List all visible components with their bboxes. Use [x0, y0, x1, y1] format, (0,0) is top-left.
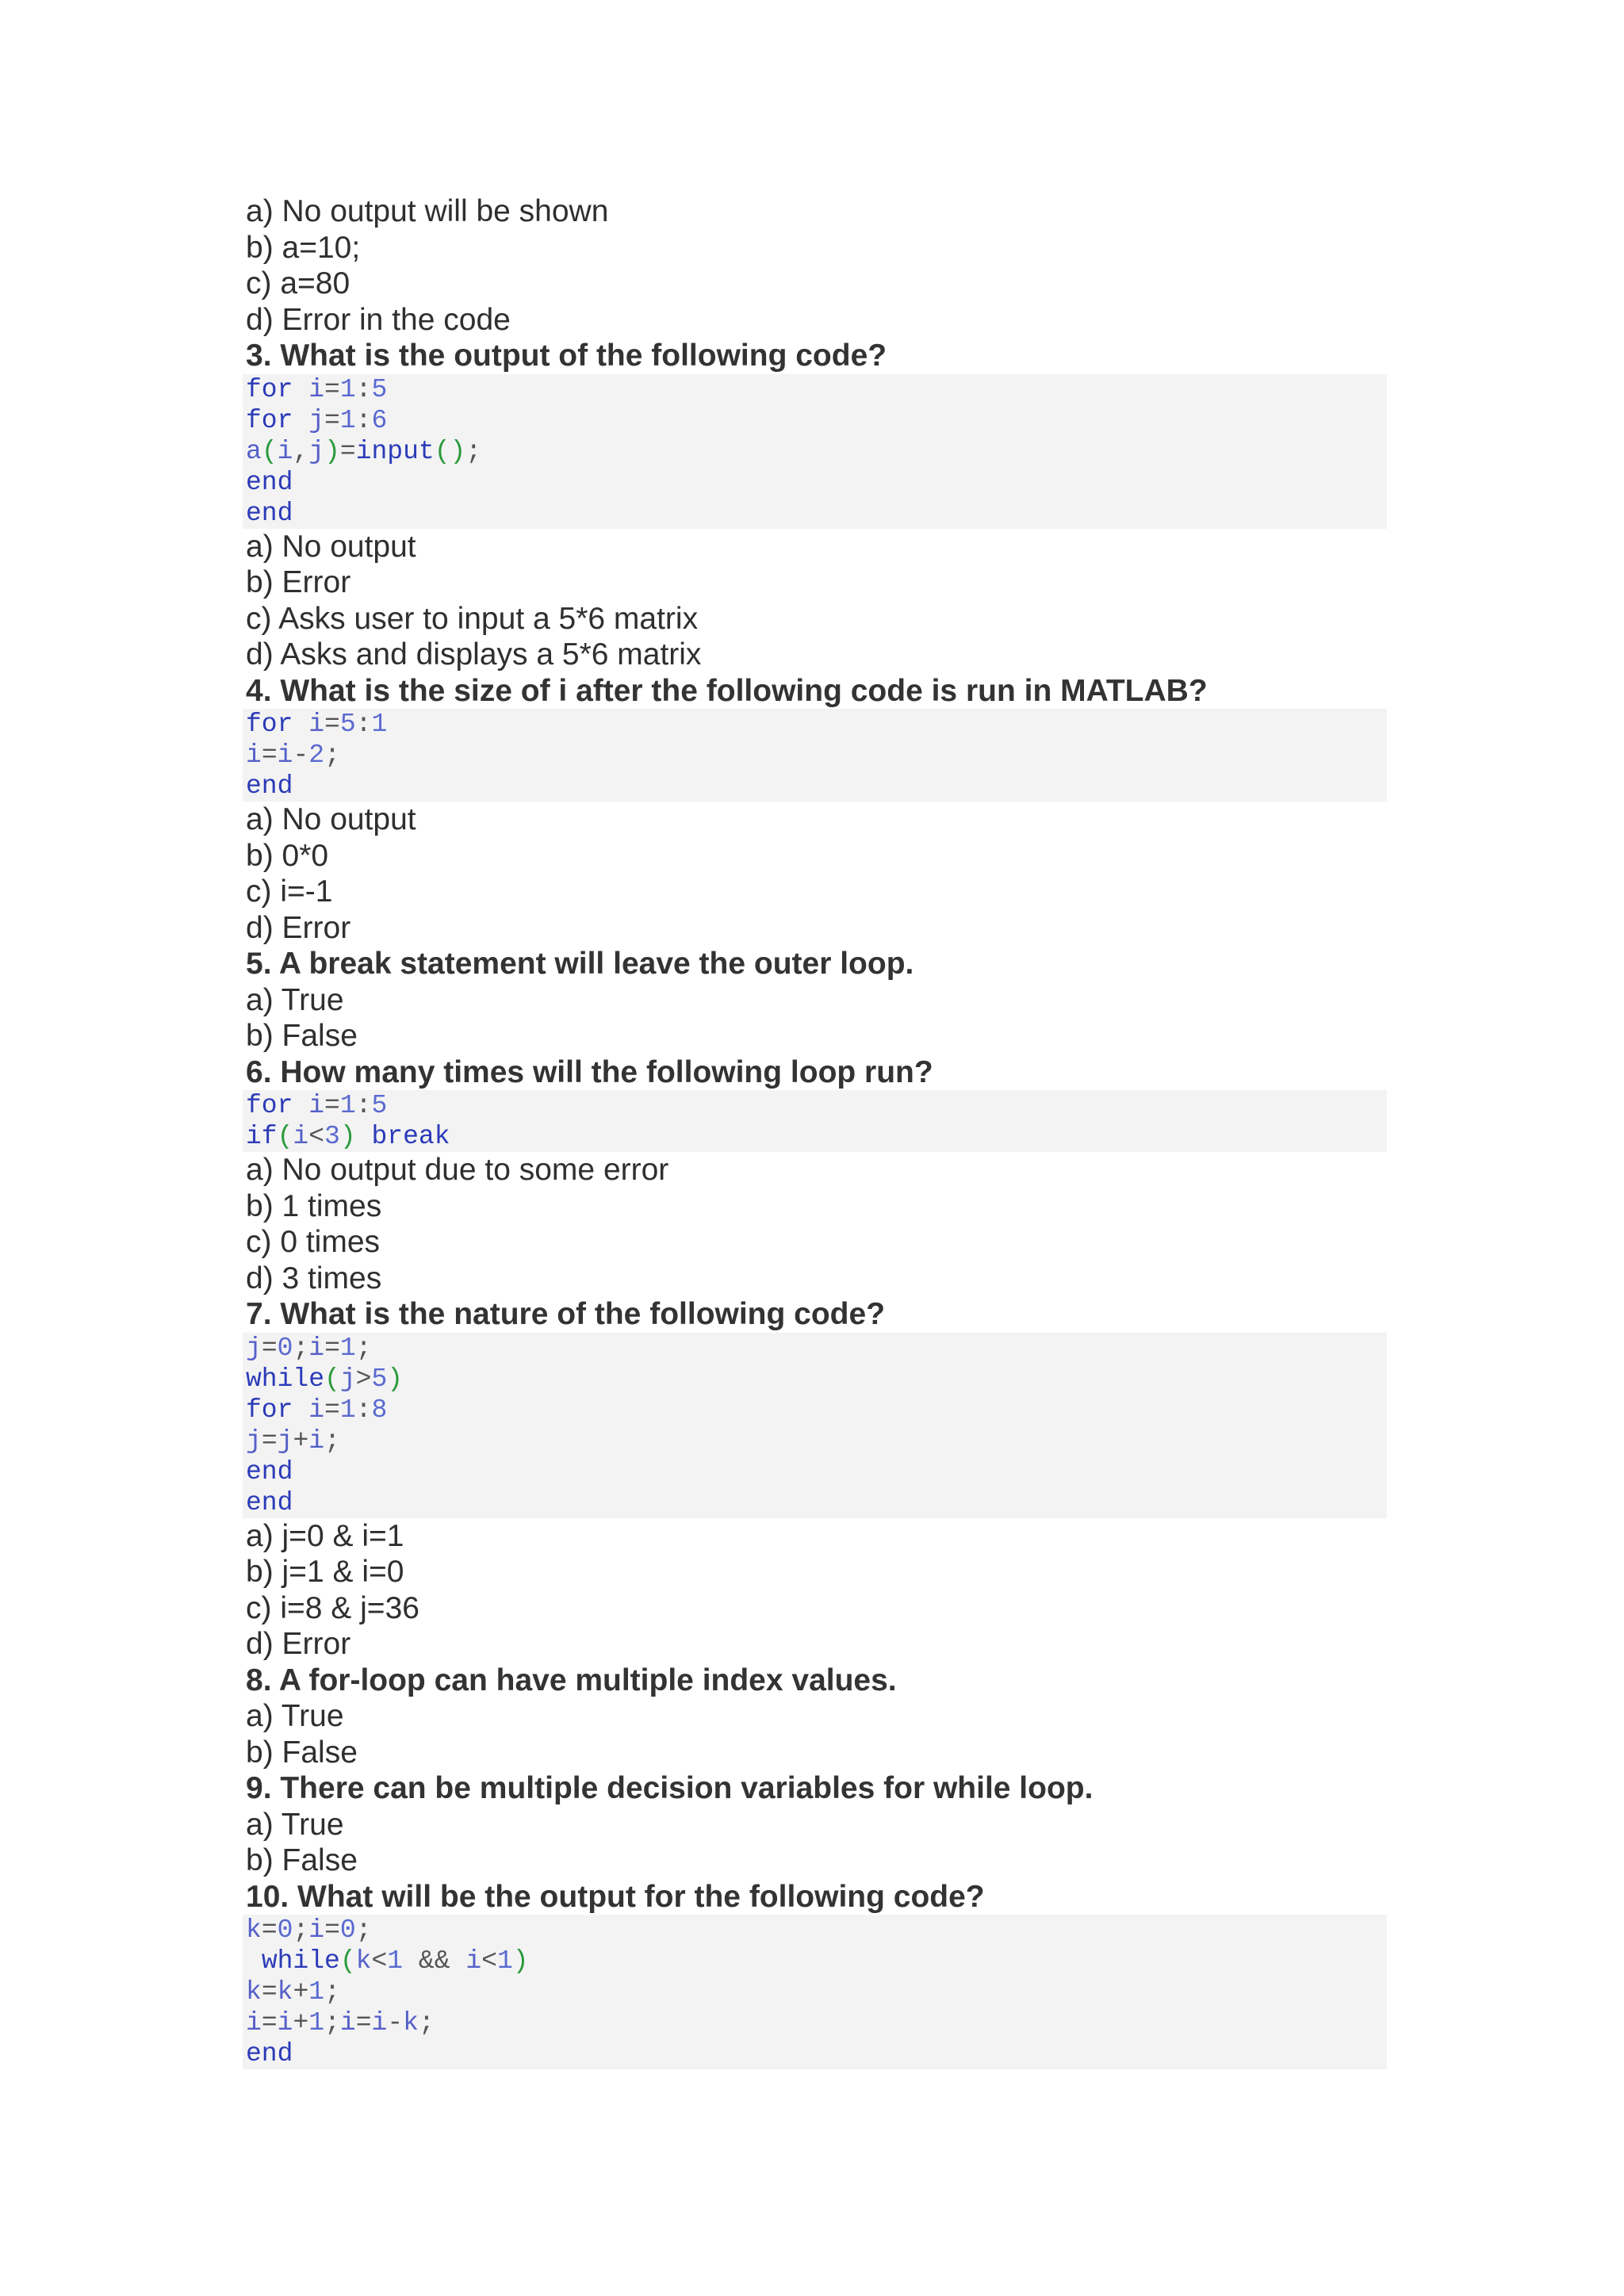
question-text: 6. How many times will the following loop run? — [246, 1054, 933, 1089]
code-block — [243, 1333, 1387, 1518]
answer-option: c) a=80 — [246, 266, 350, 300]
answer-option: c) Asks user to input a 5*6 matrix — [246, 601, 699, 636]
answer-option: d) Error in the code — [246, 302, 511, 337]
answer-option: a) True — [246, 982, 344, 1017]
code-line: for i=5:1 — [246, 710, 388, 739]
answer-option: b) False — [246, 1843, 358, 1877]
code-line: k=0;i=0; — [246, 1915, 372, 1945]
answer-option: b) Error — [246, 565, 351, 599]
answer-option: a) No output — [246, 529, 416, 564]
answer-option: a) True — [246, 1807, 344, 1842]
code-line: end — [246, 2039, 293, 2068]
question-text: 8. A for-loop can have multiple index values. — [246, 1663, 897, 1697]
answer-option: a) True — [246, 1699, 344, 1733]
question-text: 9. There can be multiple decision variables for while loop. — [246, 1771, 1094, 1805]
code-line: while(j>5) — [246, 1364, 404, 1394]
code-block — [243, 1090, 1387, 1152]
answer-option: d) Asks and displays a 5*6 matrix — [246, 637, 702, 672]
question-text: 7. What is the nature of the following code? — [246, 1297, 886, 1331]
answer-option: b) a=10; — [246, 230, 361, 265]
answer-option: c) i=8 & j=36 — [246, 1590, 419, 1625]
code-line: end — [246, 467, 293, 497]
answer-option: d) Error — [246, 1627, 351, 1661]
question-text: 4. What is the size of i after the following code is run in MATLAB? — [246, 673, 1208, 708]
code-line: for j=1:6 — [246, 405, 388, 435]
code-block — [243, 374, 1387, 529]
answer-option: b) 1 times — [246, 1188, 382, 1223]
code-line: for i=1:5 — [246, 374, 388, 404]
code-line: end — [246, 1456, 293, 1487]
answer-option: d) Error — [246, 910, 351, 945]
question-text: 3. What is the output of the following code? — [246, 339, 887, 373]
answer-option: a) j=0 & i=1 — [246, 1518, 404, 1553]
answer-option: c) i=-1 — [246, 874, 333, 909]
code-line: while(k<1 && i<1) — [261, 1946, 529, 1976]
code-block — [243, 709, 1387, 802]
question-text: 5. A break statement will leave the outer loop. — [246, 947, 914, 981]
code-line: if(i<3) break — [246, 1122, 450, 1151]
answer-option: b) False — [246, 1735, 358, 1770]
answer-option: b) 0*0 — [246, 838, 329, 873]
code-block — [243, 1915, 1387, 2069]
code-line: j=j+i; — [246, 1425, 340, 1456]
question-text: 10. What will be the output for the following code? — [246, 1879, 985, 1914]
code-line: for i=1:8 — [246, 1395, 388, 1425]
answer-option: b) j=1 & i=0 — [246, 1555, 404, 1589]
code-line: end — [246, 498, 293, 528]
code-line: for i=1:5 — [246, 1091, 388, 1120]
answer-option: b) False — [246, 1019, 358, 1053]
answer-option: a) No output will be shown — [246, 194, 609, 228]
answer-option: d) 3 times — [246, 1261, 382, 1295]
answer-option: a) No output — [246, 802, 416, 836]
code-line: a(i,j)=input(); — [246, 436, 482, 466]
code-line: i=i-2; — [246, 740, 340, 770]
code-line: end — [246, 1487, 293, 1517]
code-line: end — [246, 771, 293, 801]
answer-option: a) No output due to some error — [246, 1153, 669, 1187]
answer-option: c) 0 times — [246, 1225, 381, 1259]
code-line: k=k+1; — [246, 1977, 340, 2007]
code-line: i=i+1;i=i-k; — [246, 2008, 435, 2038]
code-line: j=0;i=1; — [246, 1333, 372, 1363]
document-page — [246, 193, 1384, 2069]
